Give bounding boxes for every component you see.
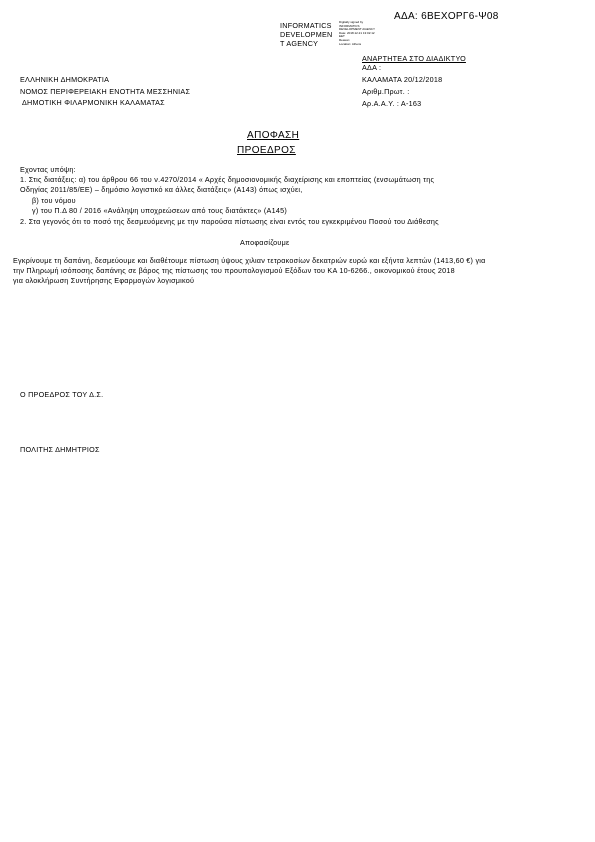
- considering-heading: Εχοντας υπόψη:: [20, 165, 76, 174]
- agency-name-line-1: INFORMATICS: [280, 21, 332, 30]
- place-date: ΚΑΛΑΜΑΤΑ 20/12/2018: [362, 75, 443, 84]
- signature-detail: DEVELOPMENT AGENCY: [339, 27, 375, 32]
- issuer-line-1: ΕΛΛΗΝΙΚΗ ΔΗΜΟΚΡΑΤΙΑ: [20, 75, 110, 84]
- digital-signature-details: [339, 21, 375, 46]
- ada-top: ΑΔΑ: 6ΒΕΧΟΡΓ6-Ψ08: [394, 11, 499, 22]
- aay-number: Αρ.Α.Α.Υ. : Α-163: [362, 99, 422, 108]
- issuer-line-2: ΝΟΜΟΣ ΠΕΡΙΦΕΡΕΙΑΚΗ ΕΝΟΤΗΤΑ ΜΕΣΣΗΝΙΑΣ: [20, 87, 191, 96]
- signature-detail: EET: [339, 34, 345, 39]
- ada-label: ΑΔΑ :: [362, 63, 382, 72]
- signature-detail: Location: Athens: [339, 41, 362, 46]
- signature-detail: Digitally signed by: [339, 20, 364, 24]
- point-1-line-a: 1. Στις διατάξεις: α) του άρθρου 66 του ν.4270/2014 « Αρχές δημοσιονομικής διαχείρισης και εποπτείας (ενσωμάτωση της: [20, 175, 435, 184]
- point-1-line-c: β) του νόμου: [32, 196, 76, 205]
- signatory-name: ΠΟΛΙΤΗΣ ΔΗΜΗΤΡΙΟΣ: [20, 445, 100, 454]
- protocol-number: Αριθμ.Πρωτ. :: [362, 87, 410, 96]
- signatory-role: Ο ΠΡΟΕΔΡΟΣ ΤΟΥ Δ.Σ.: [20, 390, 104, 399]
- decision-heading: Αποφασίζουμε: [240, 238, 290, 247]
- point-2: 2. Στα γεγονός ότι το ποσό της δεσμευόμενης με την παρούσα πίστωσης είναι εντός του εγκεκριμένου Ποσού του Διάθεσης: [20, 217, 439, 226]
- agency-name-line-2: DEVELOPMEN: [280, 30, 333, 39]
- decision-line-1: Εγκρίνουμε τη δαπάνη, δεσμεύουμε και διαθέτουμε πίστωση ύψους χιλιαν τετρακοσίων δεκατριών ευρώ και εξήντα λεπτών (1413,60 €) για: [13, 256, 486, 265]
- decision-line-2: την Πληρωμή ισόποσης δαπάνης σε βάρος της πίστωσης του προυπολογισμού Εξόδων του ΚΑ 10-6266., οικονομικού έτους 2018: [13, 266, 455, 275]
- decision-line-3: για ολοκλήρωση Συντήρησης Εφαρμογών λογισμικού: [13, 276, 195, 285]
- signature-detail: Date: 2018.12.21 13:02:12: [339, 30, 375, 35]
- agency-name-line-3: T AGENCY: [280, 39, 319, 48]
- posting-notice: ΑΝΑΡΤΗΤΕΑ ΣΤΟ ΔΙΑΔΙΚΤΥΟ: [362, 54, 466, 63]
- document-title: ΑΠΟΦΑΣΗ: [247, 130, 300, 141]
- point-1-line-d: γ) του Π.Δ 80 / 2016 «Ανάληψη υποχρεώσεων από τους διατάκτες» (Α145): [32, 206, 287, 215]
- issuer-line-3: ΔΗΜΟΤΙΚΗ ΦΙΛΑΡΜΟΝΙΚΗ ΚΑΛΑΜΑΤΑΣ: [22, 98, 165, 107]
- point-1-line-b: Οδηγίας 2011/85/ΕΕ) – δημόσιο λογιστικό κα άλλες διατάξεις» (Α143) όπως ισχύει,: [20, 185, 303, 194]
- document-subtitle: ΠΡΟΕΔΡΟΣ: [237, 145, 296, 156]
- signature-detail: Reason:: [339, 37, 351, 42]
- signature-detail: INFORMATICS: [339, 23, 360, 28]
